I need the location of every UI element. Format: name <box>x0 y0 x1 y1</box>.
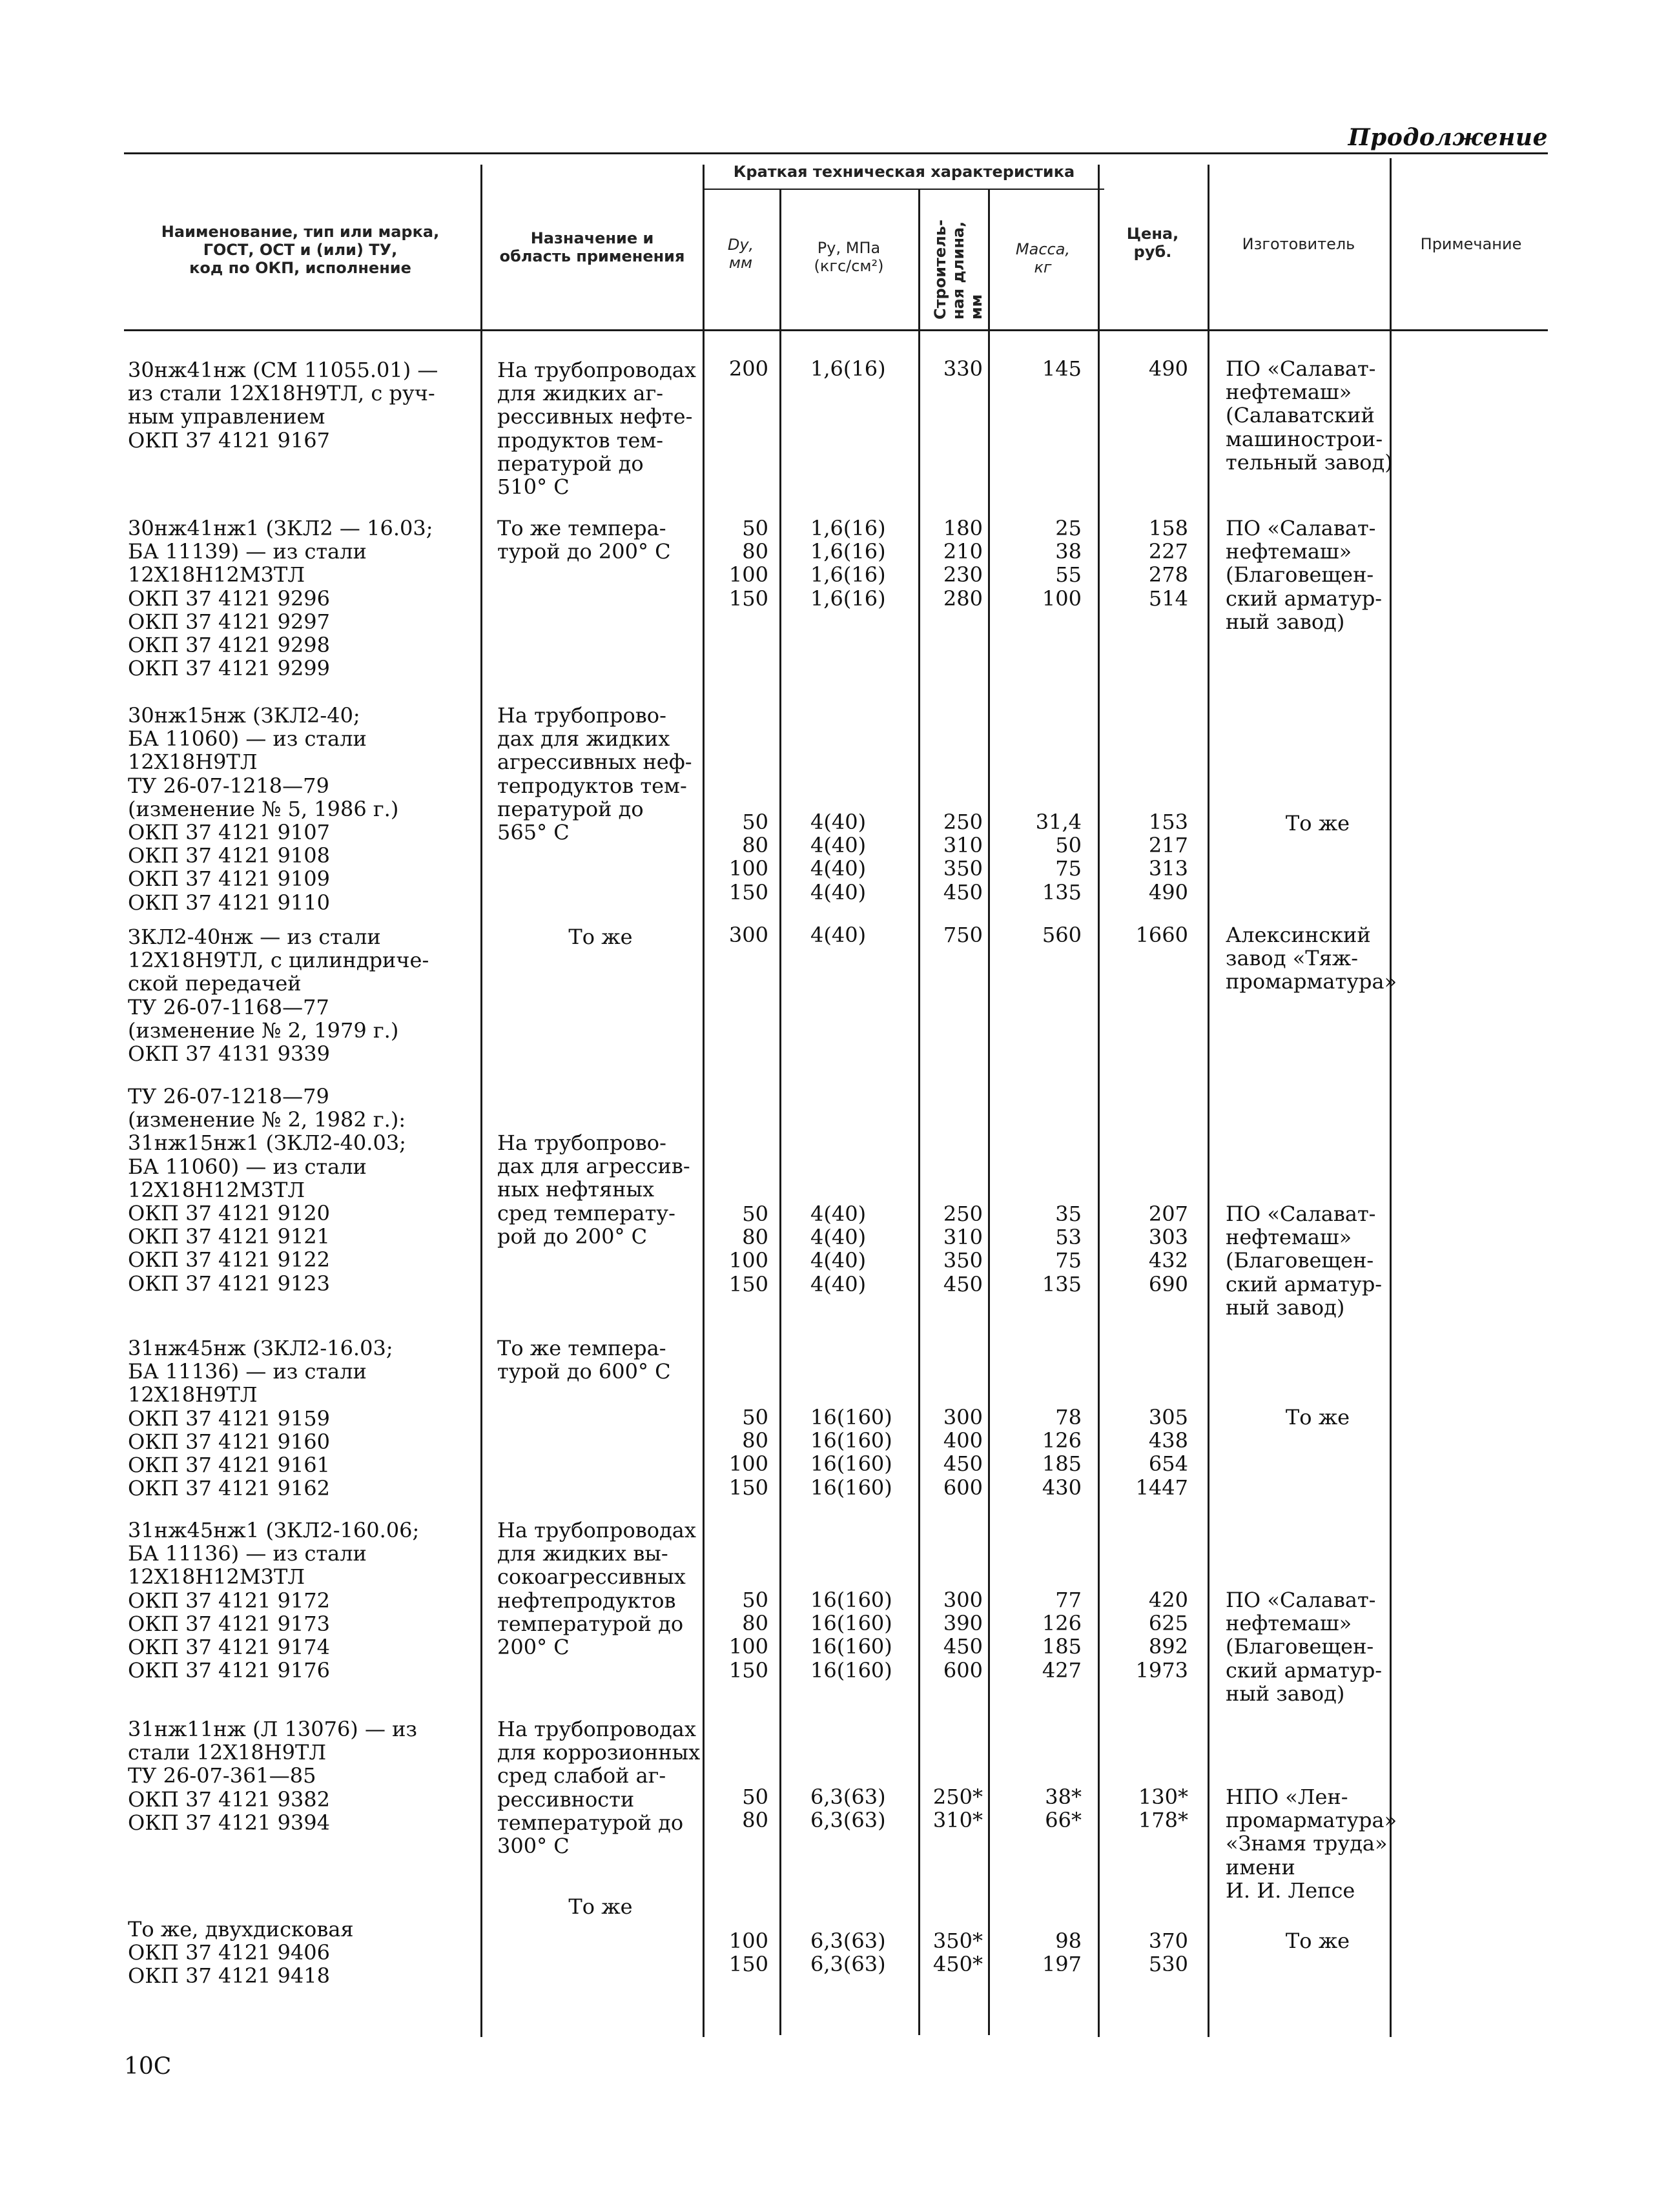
row-3-purpose: На трубопрово- дах для жидких агрессивных неф- тепродуктов тем- пературой до 565° С <box>497 703 692 845</box>
row-2-length: 180 210 230 280 <box>943 516 983 611</box>
row-7-mass: 77 126 185 427 <box>1042 1588 1082 1683</box>
row-8-price: 130* 178* <box>1138 1785 1188 1833</box>
row-7-dy: 50 80 100 150 <box>728 1588 768 1683</box>
row-7-purpose: На трубопроводах для жидких вы- сокоагрессивных нефтепродуктов температурой до 200° С <box>497 1518 696 1660</box>
col-sep-4 <box>918 189 920 2035</box>
col-sep-6 <box>1098 165 1100 2037</box>
row-8-length: 250* 310* <box>932 1785 983 1833</box>
row-9-maker: То же <box>1285 1929 1350 1953</box>
row-4-purpose: То же <box>568 925 633 949</box>
row-5-py: 4(40) 4(40) 4(40) 4(40) <box>810 1202 867 1296</box>
row-9-length: 350* 450* <box>932 1929 983 1977</box>
row-6-dy: 50 80 100 150 <box>728 1405 768 1500</box>
row-8-dy: 50 80 <box>742 1785 768 1833</box>
header-maker: Изготовитель <box>1242 235 1355 253</box>
row-2-mass: 25 38 55 100 <box>1042 516 1082 611</box>
row-2-maker: ПО «Салават- нефтемаш» (Благовещен- ский арматур- ный завод) <box>1226 516 1383 634</box>
row-1-dy: 200 <box>728 356 768 381</box>
row-3-length: 250 310 350 450 <box>943 810 983 905</box>
header-py: Pу, МПа (кгс/см²) <box>814 239 884 275</box>
row-6-mass: 78 126 185 430 <box>1042 1405 1082 1500</box>
row-4-price: 1660 <box>1135 923 1188 947</box>
row-2-dy: 50 80 100 150 <box>728 516 768 611</box>
row-3-dy: 50 80 100 150 <box>728 810 768 905</box>
row-3-name: 30нж15нж (ЗКЛ2-40; БА 11060) — из стали 12Х18Н9ТЛ ТУ 26-07-1218—79 (изменение № 5, 1986 г.) ОКП 37 4121 9107 ОКП 37 4121 9108 ОКП 37 4121 9109 ОКП 37 4121 9110 <box>128 703 399 915</box>
row-1-mass: 145 <box>1042 356 1082 381</box>
header-dy: Dу, мм <box>727 236 754 272</box>
row-1-maker: ПО «Салават- нефтемаш» (Салаватский машинострои- тельный завод) <box>1226 356 1393 475</box>
row-3-maker: То же <box>1285 811 1350 835</box>
row-8-name: 31нж11нж (Л 13076) — из стали 12Х18Н9ТЛ ТУ 26-07-361—85 ОКП 37 4121 9382 ОКП 37 4121 9394 <box>128 1717 417 1835</box>
row-5-mass: 35 53 75 135 <box>1042 1202 1082 1296</box>
row-2-purpose: То же темпера- турой до 200° С <box>497 516 671 564</box>
row-6-py: 16(160) 16(160) 16(160) 16(160) <box>810 1405 892 1500</box>
header-tech-group: Краткая техническая характеристика <box>733 163 1075 181</box>
row-5-purpose: На трубопрово- дах для агрессив- ных нефтяных сред температу- рой до 200° С <box>497 1131 690 1249</box>
row-9-mass: 98 197 <box>1042 1929 1082 1977</box>
row-9-py: 6,3(63) 6,3(63) <box>810 1929 886 1977</box>
header-length: Строитель- ная длина, мм <box>931 220 985 320</box>
row-5-maker: ПО «Салават- нефтемаш» (Благовещен- ский арматур- ный завод) <box>1226 1202 1383 1320</box>
row-3-py: 4(40) 4(40) 4(40) 4(40) <box>810 810 867 905</box>
row-4-length: 750 <box>943 923 983 947</box>
row-9-name: То же, двухдисковая ОКП 37 4121 9406 ОКП 37 4121 9418 <box>128 1917 354 1989</box>
header-note: Примечание <box>1420 235 1522 253</box>
row-5-price: 207 303 432 690 <box>1148 1202 1188 1296</box>
row-2-price: 158 227 278 514 <box>1148 516 1188 611</box>
row-4-mass: 560 <box>1042 923 1082 947</box>
row-3-price: 153 217 313 490 <box>1148 810 1188 905</box>
header-name: Наименование, тип или марка, ГОСТ, ОСТ и (или) ТУ, код по ОКП, исполнение <box>161 223 440 277</box>
row-7-name: 31нж45нж1 (ЗКЛ2-160.06; БА 11136) — из стали 12Х18Н12М3ТЛ ОКП 37 4121 9172 ОКП 37 4121 9173 ОКП 37 4121 9174 ОКП 37 4121 9176 <box>128 1518 420 1683</box>
row-6-purpose: То же темпера- турой до 600° С <box>497 1336 671 1384</box>
col-sep-1 <box>480 165 482 2037</box>
row-1-py: 1,6(16) <box>810 356 886 381</box>
row-4-dy: 300 <box>728 923 768 947</box>
row-7-py: 16(160) 16(160) 16(160) 16(160) <box>810 1588 892 1683</box>
row-9-purpose: То же <box>568 1894 633 1919</box>
col-sep-7 <box>1208 165 1209 2037</box>
row-8-py: 6,3(63) 6,3(63) <box>810 1785 886 1833</box>
row-1-name: 30нж41нж (СМ 11055.01) — из стали 12Х18Н9ТЛ, с руч- ным управлением ОКП 37 4121 9167 <box>128 358 438 453</box>
tech-group-rule <box>704 189 1104 190</box>
header-price: Цена, руб. <box>1126 225 1179 261</box>
row-1-price: 490 <box>1148 356 1188 381</box>
header-mass: Масса, кг <box>1015 240 1071 276</box>
continuation-label: Продолжение <box>1348 124 1548 151</box>
row-7-price: 420 625 892 1973 <box>1135 1588 1188 1683</box>
row-7-maker: ПО «Салават- нефтемаш» (Благовещен- ский арматур- ный завод) <box>1226 1588 1383 1706</box>
row-6-price: 305 438 654 1447 <box>1135 1405 1188 1500</box>
row-1-purpose: На трубопроводах для жидких аг- рессивных нефте- продуктов тем- пературой до 510° С <box>497 358 696 500</box>
row-9-dy: 100 150 <box>728 1929 768 1977</box>
page-number: 10С <box>124 2053 172 2080</box>
row-4-maker: Алексинский завод «Тяж- промарматура» <box>1226 923 1397 994</box>
header-purpose: Назначение и область применения <box>499 229 685 265</box>
row-5-name: ТУ 26-07-1218—79 (изменение № 2, 1982 г.): 31нж15нж1 (ЗКЛ2-40.03; БА 11060) — из стали 12Х18Н12М3ТЛ ОКП 37 4121 9120 ОКП 37 4121 9121 ОКП 37 4121 9122 ОКП 37 4121 9123 <box>128 1084 406 1296</box>
header-bottom-rule <box>124 329 1548 331</box>
row-6-name: 31нж45нж (ЗКЛ2-16.03; БА 11136) — из стали 12Х18Н9ТЛ ОКП 37 4121 9159 ОКП 37 4121 9160 ОКП 37 4121 9161 ОКП 37 4121 9162 <box>128 1336 393 1501</box>
row-6-maker: То же <box>1285 1405 1350 1429</box>
row-8-maker: НПО «Лен- промарматура» «Знамя труда» имени И. И. Лепсе <box>1226 1785 1397 1903</box>
row-3-mass: 31,4 50 75 135 <box>1035 810 1082 905</box>
row-4-py: 4(40) <box>810 923 867 947</box>
row-1-length: 330 <box>943 356 983 381</box>
row-5-dy: 50 80 100 150 <box>728 1202 768 1296</box>
row-8-purpose: На трубопроводах для коррозионных сред слабой аг- рессивности температурой до 300° С <box>497 1717 701 1859</box>
row-9-price: 370 530 <box>1148 1929 1188 1977</box>
row-8-mass: 38* 66* <box>1045 1785 1082 1833</box>
col-sep-5 <box>988 189 990 2035</box>
col-sep-3 <box>779 189 781 2035</box>
row-7-length: 300 390 450 600 <box>943 1588 983 1683</box>
row-6-length: 300 400 450 600 <box>943 1405 983 1500</box>
table-top-rule <box>124 152 1548 154</box>
row-4-name: ЗКЛ2-40нж — из стали 12Х18Н9ТЛ, с цилиндриче- ской передачей ТУ 26-07-1168—77 (изменение № 2, 1979 г.) ОКП 37 4131 9339 <box>128 925 429 1067</box>
row-2-name: 30нж41нж1 (ЗКЛ2 — 16.03; БА 11139) — из стали 12Х18Н12М3ТЛ ОКП 37 4121 9296 ОКП 37 4121 9297 ОКП 37 4121 9298 ОКП 37 4121 9299 <box>128 516 433 681</box>
row-5-length: 250 310 350 450 <box>943 1202 983 1296</box>
row-2-py: 1,6(16) 1,6(16) 1,6(16) 1,6(16) <box>810 516 886 611</box>
